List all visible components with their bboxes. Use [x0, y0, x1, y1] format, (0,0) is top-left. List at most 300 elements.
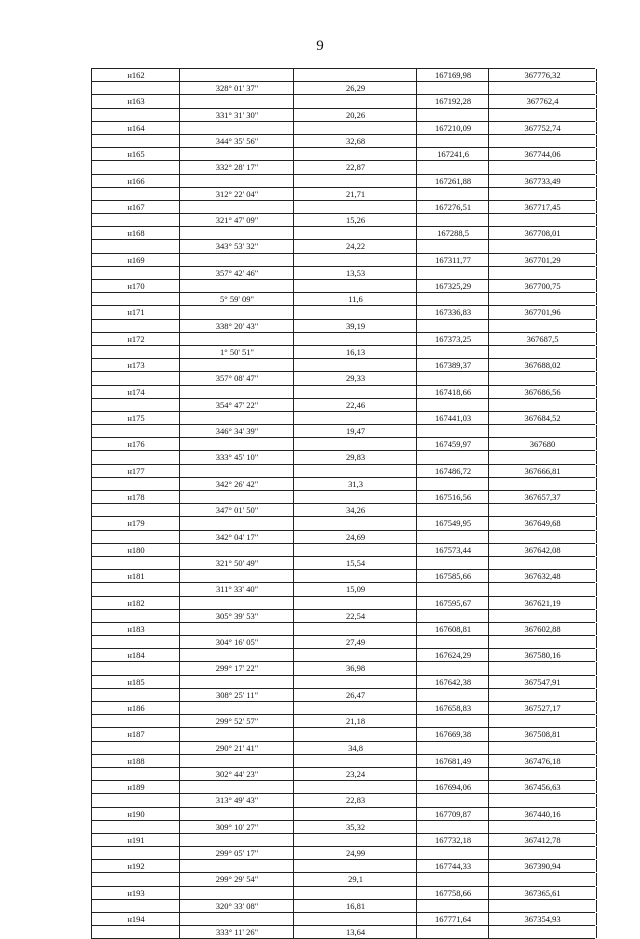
coordinate-x-cell [416, 926, 489, 938]
coordinate-x-cell: 167441,03 [416, 412, 489, 424]
coordinate-y-cell: 367680 [488, 438, 597, 450]
distance-cell: 20,26 [293, 109, 417, 121]
table-row [91, 701, 595, 714]
direction-angle-cell: 320° 33' 08" [179, 900, 294, 912]
point-name-cell [91, 478, 180, 490]
table-row [91, 503, 595, 516]
direction-angle-cell [179, 69, 294, 81]
coordinate-y-cell: 367527,17 [488, 702, 597, 714]
direction-angle-cell: 311° 33' 40" [179, 583, 294, 595]
point-name-cell [91, 768, 180, 780]
coordinate-y-cell [488, 715, 597, 727]
table-row [91, 807, 595, 820]
table-row [91, 556, 595, 569]
distance-cell [293, 227, 417, 239]
point-name-cell [91, 821, 180, 833]
direction-angle-cell [179, 438, 294, 450]
point-name-cell: н176 [91, 438, 180, 450]
table-row [91, 160, 595, 173]
distance-cell [293, 412, 417, 424]
table-row [91, 464, 595, 477]
table-row [91, 780, 595, 793]
distance-cell: 21,71 [293, 188, 417, 200]
distance-cell [293, 465, 417, 477]
distance-cell: 23,24 [293, 768, 417, 780]
distance-cell [293, 122, 417, 134]
distance-cell: 36,98 [293, 662, 417, 674]
table-row [91, 411, 595, 424]
coordinate-y-cell: 367701,29 [488, 254, 597, 266]
direction-angle-cell [179, 781, 294, 793]
direction-angle-cell [179, 175, 294, 187]
point-name-cell: н177 [91, 465, 180, 477]
table-row [91, 714, 595, 727]
coordinate-y-cell [488, 293, 597, 305]
coordinate-x-cell: 167261,88 [416, 175, 489, 187]
coordinate-x-cell: 167311,77 [416, 254, 489, 266]
table-row [91, 609, 595, 622]
distance-cell: 24,22 [293, 240, 417, 252]
point-name-cell [91, 109, 180, 121]
coordinate-y-cell: 367686,56 [488, 386, 597, 398]
point-name-cell [91, 399, 180, 411]
direction-angle-cell: 309° 10' 27" [179, 821, 294, 833]
distance-cell [293, 597, 417, 609]
coordinate-y-cell [488, 320, 597, 332]
distance-cell [293, 333, 417, 345]
coordinate-x-cell: 167325,29 [416, 280, 489, 292]
point-name-cell: н187 [91, 728, 180, 740]
direction-angle-cell [179, 570, 294, 582]
point-name-cell [91, 346, 180, 358]
direction-angle-cell [179, 860, 294, 872]
coordinate-x-cell [416, 636, 489, 648]
table-row [91, 833, 595, 846]
direction-angle-cell [179, 254, 294, 266]
coordinate-x-cell [416, 214, 489, 226]
table-row [91, 450, 595, 463]
coordinate-x-cell: 167732,18 [416, 834, 489, 846]
table-row [91, 226, 595, 239]
coordinate-y-cell [488, 425, 597, 437]
coordinate-x-cell [416, 794, 489, 806]
point-name-cell: н192 [91, 860, 180, 872]
coordinate-y-cell [488, 662, 597, 674]
coordinate-y-cell: 367354,93 [488, 913, 597, 925]
point-name-cell: н180 [91, 544, 180, 556]
coordinate-x-cell [416, 662, 489, 674]
direction-angle-cell: 313° 49' 43" [179, 794, 294, 806]
table-row [91, 754, 595, 767]
distance-cell: 27,49 [293, 636, 417, 648]
coordinate-y-cell: 367456,63 [488, 781, 597, 793]
coordinate-y-cell: 367547,91 [488, 676, 597, 688]
direction-angle-cell [179, 465, 294, 477]
coordinate-x-cell [416, 847, 489, 859]
distance-cell [293, 175, 417, 187]
direction-angle-cell: 312° 22' 04" [179, 188, 294, 200]
table-row [91, 872, 595, 885]
distance-cell [293, 676, 417, 688]
table-row [91, 134, 595, 147]
distance-cell: 29,83 [293, 451, 417, 463]
distance-cell [293, 728, 417, 740]
coordinate-y-cell: 367701,96 [488, 306, 597, 318]
table-row [91, 68, 595, 81]
coordinate-y-cell [488, 240, 597, 252]
coordinate-x-cell: 167276,51 [416, 201, 489, 213]
coordinate-x-cell: 167418,66 [416, 386, 489, 398]
point-name-cell: н171 [91, 306, 180, 318]
coordinate-y-cell: 367508,81 [488, 728, 597, 740]
direction-angle-cell: 299° 29' 54" [179, 873, 294, 885]
direction-angle-cell [179, 306, 294, 318]
point-name-cell [91, 636, 180, 648]
point-name-cell [91, 531, 180, 543]
direction-angle-cell: 333° 45' 10" [179, 451, 294, 463]
table-row [91, 886, 595, 899]
distance-cell: 22,46 [293, 399, 417, 411]
direction-angle-cell [179, 649, 294, 661]
coordinate-y-cell [488, 531, 597, 543]
table-row [91, 279, 595, 292]
distance-cell: 16,13 [293, 346, 417, 358]
distance-cell: 22,83 [293, 794, 417, 806]
coordinate-y-cell: 367708,01 [488, 227, 597, 239]
coordinate-x-cell [416, 346, 489, 358]
point-name-cell [91, 583, 180, 595]
coordinate-y-cell: 367752,74 [488, 122, 597, 134]
table-row [91, 477, 595, 490]
direction-angle-cell: 299° 52' 57" [179, 715, 294, 727]
direction-angle-cell: 305° 39' 53" [179, 610, 294, 622]
distance-cell: 34,8 [293, 742, 417, 754]
point-name-cell: н165 [91, 148, 180, 160]
direction-angle-cell: 338° 20' 43" [179, 320, 294, 332]
coordinate-x-cell [416, 742, 489, 754]
point-name-cell [91, 900, 180, 912]
table-row [91, 741, 595, 754]
table-row [91, 424, 595, 437]
coordinate-y-cell: 367700,75 [488, 280, 597, 292]
coordinate-x-cell [416, 267, 489, 279]
coordinate-y-cell: 367666,81 [488, 465, 597, 477]
point-name-cell [91, 504, 180, 516]
table-row [91, 622, 595, 635]
point-name-cell [91, 610, 180, 622]
coordinate-x-cell: 167373,25 [416, 333, 489, 345]
table-row [91, 319, 595, 332]
direction-angle-cell: 347° 01' 50" [179, 504, 294, 516]
point-name-cell [91, 188, 180, 200]
point-name-cell [91, 82, 180, 94]
distance-cell [293, 438, 417, 450]
direction-angle-cell: 1° 50' 51" [179, 346, 294, 358]
coordinate-x-cell: 167573,44 [416, 544, 489, 556]
coordinate-x-cell: 167758,66 [416, 887, 489, 899]
point-name-cell [91, 742, 180, 754]
coordinate-x-cell: 167459,97 [416, 438, 489, 450]
table-row [91, 727, 595, 740]
direction-angle-cell [179, 544, 294, 556]
distance-cell [293, 306, 417, 318]
coordinate-y-cell [488, 82, 597, 94]
distance-cell: 26,29 [293, 82, 417, 94]
coordinate-y-cell: 367621,19 [488, 597, 597, 609]
table-row [91, 688, 595, 701]
distance-cell [293, 781, 417, 793]
coordinate-x-cell [416, 557, 489, 569]
coordinate-x-cell [416, 135, 489, 147]
coordinate-x-cell: 167709,87 [416, 808, 489, 820]
direction-angle-cell [179, 201, 294, 213]
coordinate-x-cell: 167336,83 [416, 306, 489, 318]
coordinate-x-cell [416, 109, 489, 121]
direction-angle-cell [179, 808, 294, 820]
direction-angle-cell [179, 359, 294, 371]
direction-angle-cell: 304° 16' 05" [179, 636, 294, 648]
coordinate-y-cell [488, 214, 597, 226]
table-row [91, 398, 595, 411]
coordinate-x-cell: 167585,66 [416, 570, 489, 582]
direction-angle-cell [179, 333, 294, 345]
direction-angle-cell [179, 412, 294, 424]
coordinate-x-cell [416, 82, 489, 94]
distance-cell [293, 860, 417, 872]
coordinate-x-cell: 167595,67 [416, 597, 489, 609]
table-row [91, 253, 595, 266]
point-name-cell [91, 557, 180, 569]
coordinate-y-cell [488, 109, 597, 121]
coordinate-y-cell [488, 742, 597, 754]
table-row [91, 292, 595, 305]
point-name-cell: н178 [91, 491, 180, 503]
point-name-cell [91, 267, 180, 279]
table-row [91, 437, 595, 450]
direction-angle-cell: 332° 28' 17" [179, 161, 294, 173]
table-row [91, 820, 595, 833]
point-name-cell [91, 873, 180, 885]
coordinate-x-cell: 167608,81 [416, 623, 489, 635]
distance-cell [293, 808, 417, 820]
coordinate-y-cell [488, 900, 597, 912]
coordinate-x-cell [416, 715, 489, 727]
coordinate-x-cell: 167192,28 [416, 95, 489, 107]
coordinate-x-cell: 167771,64 [416, 913, 489, 925]
direction-angle-cell: 354° 47' 22" [179, 399, 294, 411]
direction-angle-cell [179, 702, 294, 714]
direction-angle-cell [179, 491, 294, 503]
coordinate-x-cell [416, 293, 489, 305]
table-row [91, 305, 595, 318]
coordinate-x-cell [416, 240, 489, 252]
distance-cell: 16,81 [293, 900, 417, 912]
distance-cell [293, 834, 417, 846]
table-row [91, 846, 595, 859]
coordinate-y-cell [488, 504, 597, 516]
direction-angle-cell [179, 676, 294, 688]
table-row [91, 239, 595, 252]
coordinate-y-cell [488, 583, 597, 595]
point-name-cell: н173 [91, 359, 180, 371]
coordinate-y-cell: 367733,49 [488, 175, 597, 187]
coordinate-y-cell [488, 794, 597, 806]
table-row [91, 648, 595, 661]
direction-angle-cell [179, 623, 294, 635]
point-name-cell [91, 689, 180, 701]
distance-cell [293, 570, 417, 582]
coordinate-y-cell [488, 847, 597, 859]
point-name-cell: н170 [91, 280, 180, 292]
coordinate-x-cell: 167241,6 [416, 148, 489, 160]
coordinate-x-cell [416, 873, 489, 885]
coordinate-x-cell [416, 425, 489, 437]
distance-cell: 13,53 [293, 267, 417, 279]
table-row [91, 121, 595, 134]
table-row [91, 675, 595, 688]
table-row [91, 174, 595, 187]
point-name-cell: н164 [91, 122, 180, 134]
distance-cell [293, 491, 417, 503]
coordinate-x-cell [416, 768, 489, 780]
coordinate-x-cell: 167658,83 [416, 702, 489, 714]
point-name-cell: н167 [91, 201, 180, 213]
table-row [91, 859, 595, 872]
direction-angle-cell: 344° 35' 56" [179, 135, 294, 147]
coordinate-x-cell [416, 689, 489, 701]
direction-angle-cell: 321° 50' 49" [179, 557, 294, 569]
distance-cell: 13,64 [293, 926, 417, 938]
coordinate-x-cell: 167681,49 [416, 755, 489, 767]
coordinate-y-cell: 367365,61 [488, 887, 597, 899]
direction-angle-cell [179, 597, 294, 609]
table-row [91, 793, 595, 806]
coordinate-x-cell: 167549,95 [416, 517, 489, 529]
point-name-cell: н169 [91, 254, 180, 266]
distance-cell: 22,54 [293, 610, 417, 622]
coordinate-y-cell [488, 161, 597, 173]
coordinate-y-cell [488, 557, 597, 569]
coordinate-x-cell [416, 372, 489, 384]
coordinate-y-cell: 367440,16 [488, 808, 597, 820]
point-name-cell [91, 451, 180, 463]
distance-cell: 29,1 [293, 873, 417, 885]
coordinate-x-cell: 167486,72 [416, 465, 489, 477]
coordinate-y-cell [488, 768, 597, 780]
coordinate-x-cell: 167389,37 [416, 359, 489, 371]
coordinate-x-cell [416, 320, 489, 332]
direction-angle-cell: 5° 59' 09" [179, 293, 294, 305]
direction-angle-cell: 346° 34' 39" [179, 425, 294, 437]
coordinate-y-cell [488, 926, 597, 938]
direction-angle-cell [179, 148, 294, 160]
coordinate-y-cell: 367657,37 [488, 491, 597, 503]
coordinate-y-cell [488, 135, 597, 147]
coordinate-x-cell: 167669,38 [416, 728, 489, 740]
point-name-cell [91, 425, 180, 437]
direction-angle-cell: 343° 53' 32" [179, 240, 294, 252]
point-name-cell: н185 [91, 676, 180, 688]
table-row [91, 345, 595, 358]
direction-angle-cell: 328° 01' 37" [179, 82, 294, 94]
distance-cell: 11,6 [293, 293, 417, 305]
direction-angle-cell: 321° 47' 09" [179, 214, 294, 226]
distance-cell [293, 280, 417, 292]
table-row [91, 108, 595, 121]
distance-cell: 22,87 [293, 161, 417, 173]
coordinate-y-cell [488, 689, 597, 701]
direction-angle-cell [179, 95, 294, 107]
distance-cell [293, 201, 417, 213]
point-name-cell [91, 293, 180, 305]
point-name-cell: н181 [91, 570, 180, 582]
coordinate-y-cell: 367632,48 [488, 570, 597, 582]
direction-angle-cell [179, 280, 294, 292]
point-name-cell: н189 [91, 781, 180, 793]
point-name-cell [91, 847, 180, 859]
distance-cell: 21,18 [293, 715, 417, 727]
distance-cell: 35,32 [293, 821, 417, 833]
direction-angle-cell: 331° 31' 30" [179, 109, 294, 121]
distance-cell: 24,99 [293, 847, 417, 859]
direction-angle-cell [179, 755, 294, 767]
coordinate-x-cell [416, 821, 489, 833]
table-row [91, 385, 595, 398]
coordinate-y-cell: 367602,88 [488, 623, 597, 635]
coordinate-x-cell [416, 478, 489, 490]
table-row [91, 147, 595, 160]
distance-cell: 39,19 [293, 320, 417, 332]
coordinate-y-cell [488, 821, 597, 833]
direction-angle-cell [179, 887, 294, 899]
distance-cell [293, 544, 417, 556]
coordinate-y-cell [488, 478, 597, 490]
table-row [91, 187, 595, 200]
direction-angle-cell [179, 122, 294, 134]
distance-cell: 15,54 [293, 557, 417, 569]
coordinate-x-cell [416, 610, 489, 622]
page-number: 9 [316, 38, 324, 54]
table-row [91, 266, 595, 279]
coordinate-y-cell: 367687,5 [488, 333, 597, 345]
coordinate-y-cell [488, 372, 597, 384]
coordinate-x-cell [416, 451, 489, 463]
point-name-cell: н184 [91, 649, 180, 661]
coordinate-y-cell [488, 188, 597, 200]
point-name-cell [91, 372, 180, 384]
distance-cell [293, 702, 417, 714]
table-row [91, 530, 595, 543]
table-row [91, 332, 595, 345]
coordinate-y-cell: 367642,08 [488, 544, 597, 556]
distance-cell: 34,26 [293, 504, 417, 516]
coordinate-y-cell: 367688,02 [488, 359, 597, 371]
point-name-cell: н194 [91, 913, 180, 925]
point-name-cell: н168 [91, 227, 180, 239]
point-name-cell [91, 926, 180, 938]
coordinate-x-cell [416, 399, 489, 411]
coordinate-x-cell: 167642,38 [416, 676, 489, 688]
direction-angle-cell: 357° 08' 47" [179, 372, 294, 384]
direction-angle-cell: 342° 04' 17" [179, 531, 294, 543]
direction-angle-cell [179, 913, 294, 925]
distance-cell [293, 755, 417, 767]
coordinate-x-cell [416, 900, 489, 912]
point-name-cell [91, 662, 180, 674]
distance-cell: 32,68 [293, 135, 417, 147]
table-row [91, 582, 595, 595]
coordinate-y-cell: 367776,32 [488, 69, 597, 81]
